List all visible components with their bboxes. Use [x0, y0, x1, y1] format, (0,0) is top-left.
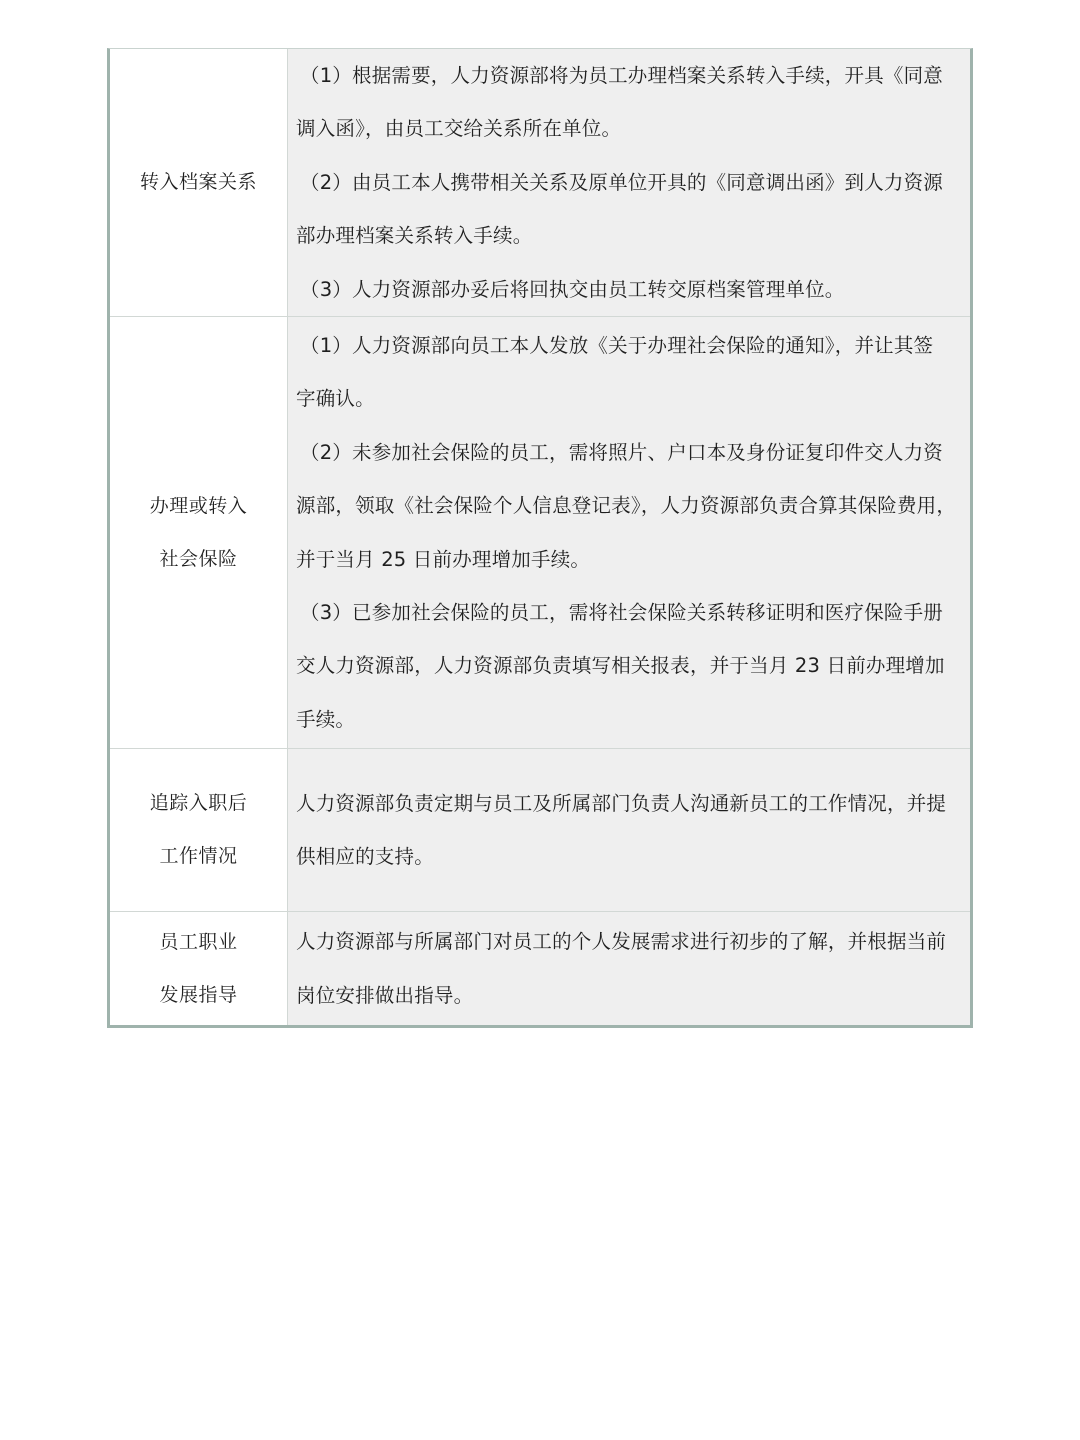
content-line: 源部，领取《社会保险个人信息登记表》，人力资源部负责合算其保险费用， — [296, 494, 957, 518]
row-label-cell — [110, 749, 288, 911]
content-line: 调入函》，由员工交给关系所在单位。 — [296, 117, 622, 141]
content-line: （1）人力资源部向员工本人发放《关于办理社会保险的通知》，并让其签 — [300, 333, 934, 357]
procedure-table — [107, 48, 973, 1028]
content-line: 交人力资源部，人力资源部负责填写相关报表，并于当月 23 日前办理增加 — [296, 654, 945, 678]
content-line: 并于当月 25 日前办理增加手续。 — [296, 547, 591, 571]
row-label: 办理或转入 — [149, 494, 248, 517]
row-label: 追踪入职后 — [149, 792, 248, 814]
table-row — [110, 49, 970, 317]
content-line: 人力资源部负责定期与员工及所属部门负责人沟通新员工的工作情况，并提 — [296, 791, 947, 815]
table-row — [110, 317, 970, 749]
row-content-cell — [288, 749, 970, 911]
row-content-cell — [288, 49, 970, 316]
row-label: 发展指导 — [159, 983, 238, 1006]
content-line: （3）人力资源部办妥后将回执交由员工转交原档案管理单位。 — [300, 277, 845, 301]
row-label: 社会保险 — [159, 547, 238, 570]
row-content-cell — [288, 317, 970, 748]
table-row — [110, 912, 970, 1025]
content-line: （3）已参加社会保险的员工，需将社会保险关系转移证明和医疗保险手册 — [300, 600, 944, 624]
content-line: 字确认。 — [296, 387, 375, 411]
table-row — [110, 749, 970, 912]
row-label-cell — [110, 49, 288, 316]
row-label: 工作情况 — [159, 845, 238, 867]
row-label: 转入档案关系 — [139, 171, 257, 193]
content-line: 手续。 — [296, 707, 356, 731]
row-content-cell — [288, 912, 970, 1025]
content-line: 部办理档案关系转入手续。 — [296, 224, 533, 248]
content-line: （1）根据需要，人力资源部将为员工办理档案关系转入手续，开具《同意 — [300, 63, 944, 87]
content-line: 岗位安排做出指导。 — [296, 983, 474, 1007]
row-label-cell — [110, 317, 288, 748]
row-label: 员工职业 — [159, 930, 238, 953]
content-line: 供相应的支持。 — [296, 845, 434, 868]
content-line: （2）由员工本人携带相关关系及原单位开具的《同意调出函》到人力资源 — [300, 170, 944, 194]
row-label-cell — [110, 912, 288, 1025]
content-line: 人力资源部与所属部门对员工的个人发展需求进行初步的了解，并根据当前 — [296, 930, 947, 954]
content-line: （2）未参加社会保险的员工，需将照片、户口本及身份证复印件交人力资 — [300, 440, 944, 464]
